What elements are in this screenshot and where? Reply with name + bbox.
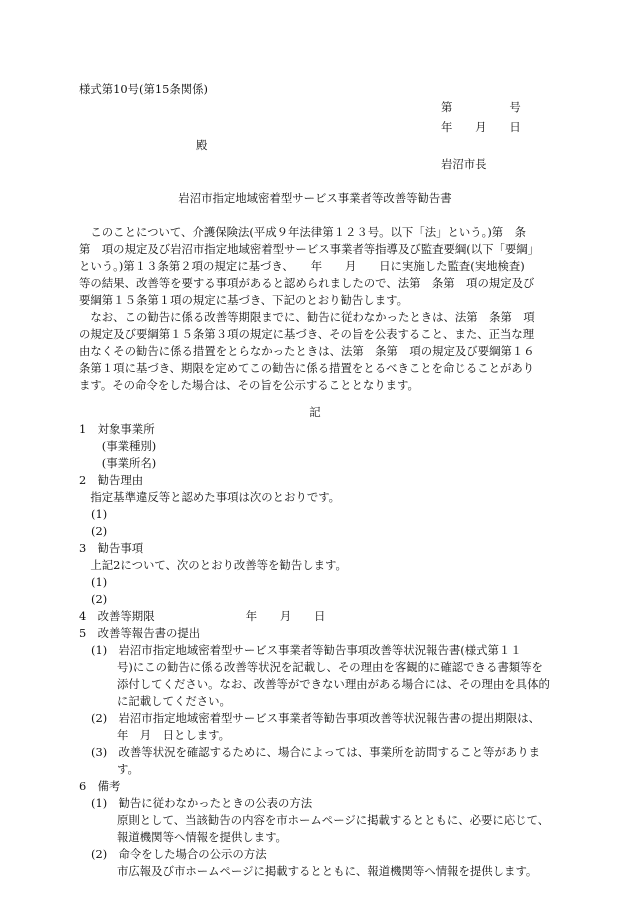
item-line: (事業所名) bbox=[79, 456, 157, 470]
item-line: 報道機関等へ情報を提供します。 bbox=[117, 830, 287, 844]
body-line: の規定及び要綱第１５条第３項の規定に基づき、その旨を公表すること、また、正当な理 bbox=[79, 327, 535, 341]
issuer-name: 岩沼市長 bbox=[441, 157, 487, 171]
document-number: 第 号 bbox=[441, 100, 521, 114]
item-line: (1) bbox=[91, 575, 108, 589]
item-line: に記載してください。 bbox=[117, 694, 231, 708]
item-line: 指定基準違反等と認めた事項は次のとおりです。 bbox=[79, 490, 341, 504]
item-line: (2) bbox=[91, 524, 108, 538]
item-line: 市広報及び市ホームページに掲載するとともに、報道機関等へ情報を提供します。 bbox=[117, 864, 538, 878]
item-line: 2 勧告理由 bbox=[79, 473, 144, 487]
body-line: 等の結果、改善等を要する事項があると認められましたので、法第 条第 項の規定及び bbox=[79, 276, 535, 290]
item-line: 原則として、当該勧告の内容を市ホームページに掲載するとともに、必要に応じて、 bbox=[117, 813, 550, 827]
form-number: 様式第10号(第15条関係) bbox=[79, 82, 209, 96]
document-title: 岩沼市指定地域密着型サービス事業者等改善等勧告書 bbox=[178, 191, 452, 205]
item-line: 年 月 日とします。 bbox=[117, 728, 230, 742]
ki-heading: 記 bbox=[309, 405, 321, 419]
item-line: (2) 岩沼市指定地域密着型サービス事業者等勧告事項改善等状況報告書の提出期限は、 bbox=[91, 711, 540, 725]
item-line: (1) 岩沼市指定地域密着型サービス事業者等勧告事項改善等状況報告書(様式第１１ bbox=[91, 643, 522, 657]
item-line: す。 bbox=[117, 762, 139, 776]
body-line: 要綱第１５条第１項の規定に基づき、下記のとおり勧告します。 bbox=[79, 293, 408, 307]
item-line: (1) 勧告に従わなかったときの公表の方法 bbox=[91, 796, 313, 810]
item-line: 6 備考 bbox=[79, 779, 121, 793]
item-line: 1 対象事業所 bbox=[79, 422, 155, 436]
body-line: ます。その命令をした場合は、その旨を公示することとなります。 bbox=[79, 378, 419, 392]
item-line: 号)にこの勧告に係る改善等状況を記載し、その理由を客観的に確認できる書類等を bbox=[117, 660, 543, 674]
document-date: 年 月 日 bbox=[441, 120, 521, 134]
item-line: (2) bbox=[91, 592, 108, 606]
addressee-suffix: 殿 bbox=[196, 138, 208, 152]
body-line: 第 項の規定及び岩沼市指定地域密着型サービス事業者等指導及び監査要綱(以下「要綱」 bbox=[79, 242, 540, 256]
item-line: 3 勧告事項 bbox=[79, 541, 144, 555]
item-line: (事業種別) bbox=[79, 439, 157, 453]
item-line: 5 改善等報告書の提出 bbox=[79, 626, 201, 640]
body-line: 条第１項に基づき、期限を定めてこの勧告に係る措置をとるべきことを命じることがあり bbox=[79, 361, 535, 375]
body-line: このことについて、介護保険法(平成９年法律第１２３号。以下「法」という。)第 条 bbox=[79, 225, 526, 239]
item-line: 4 改善等期限 年 月 日 bbox=[79, 609, 326, 623]
body-line: なお、この勧告に係る改善等期限までに、勧告に従わなかったときは、法第 条第 項 bbox=[79, 310, 535, 324]
item-line: 添付してください。なお、改善等ができない理由がある場合には、その理由を具体的 bbox=[117, 677, 550, 691]
item-line: 上記2について、次のとおり改善等を勧告します。 bbox=[79, 558, 347, 572]
body-line: という。)第１３条第２項の規定に基づき、 年 月 日に実施した監査(実地検査) bbox=[79, 259, 525, 273]
item-line: (1) bbox=[91, 507, 108, 521]
item-line: (2) 命令をした場合の公示の方法 bbox=[91, 847, 267, 861]
item-line: (3) 改善等状況を確認するために、場合によっては、事業所を訪問すること等がありま bbox=[91, 745, 540, 759]
body-line: 由なくその勧告に係る措置をとらなかったときは、法第 条第 項の規定及び要綱第１６ bbox=[79, 344, 535, 358]
